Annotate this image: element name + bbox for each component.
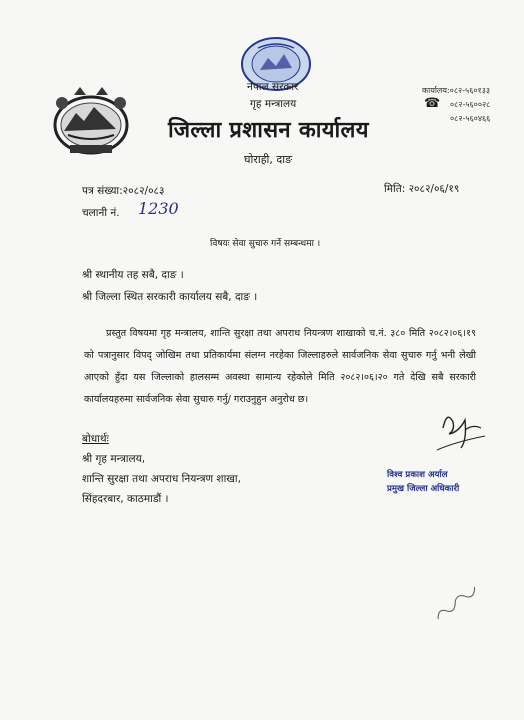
signature: [425, 400, 495, 460]
signer-title: प्रमुख जिल्ला अधिकारी: [387, 484, 460, 494]
office-title: जिल्ला प्रशासन कार्यालय: [168, 118, 369, 143]
letter-date: मिति: २०८२/०६/१९: [384, 183, 460, 195]
subject-line: विषयः सेवा सुचारु गर्ने सम्बन्धमा ।: [210, 239, 321, 249]
recipient-1: श्री स्थानीय तह सबै, दाङ ।: [82, 269, 184, 281]
signer-name: विश्व प्रकाश अर्याल: [387, 470, 448, 480]
phone-line: कार्यालय:०८२-५६०१३३: [422, 86, 491, 95]
reference-number: पत्र संख्या:२०८२/०८३: [82, 185, 165, 197]
phone-line: ०८२-५६०४६६: [450, 114, 491, 123]
phone-line: ०८२-५६००२८: [450, 100, 491, 109]
cc-item: सिंहदरबार, काठमाडौं ।: [82, 493, 169, 505]
cc-title: बोधार्थः: [82, 433, 109, 445]
ministry-name: गृह मन्त्रालय: [250, 98, 297, 110]
government-name: नेपाल सरकार: [247, 81, 299, 93]
chalani-label: चलानी नं.: [82, 207, 120, 219]
handwritten-date: [427, 578, 488, 627]
telephone-icon: ☎: [424, 96, 441, 111]
recipient-2: श्री जिल्ला स्थित सरकारी कार्यालय सबै, दाङ ।: [82, 291, 258, 303]
chalani-number: 1230: [138, 199, 179, 218]
nepal-emblem-icon: [50, 85, 132, 157]
cc-item: शान्ति सुरक्षा तथा अपराध नियन्त्रण शाखा,: [82, 473, 241, 485]
office-address: घोराही, दाङ: [244, 153, 293, 166]
letter-body: प्रस्तुत विषयमा गृह मन्त्रालय, शान्ति सुरक्षा तथा अपराध नियन्त्रण शाखाको च.नं. ३८० मिति २०८२।०६।१९ को पत्रानुसार विपद् जोखिम तथा प्रतिकार्यमा संलग्न नरहेका जिल्लाहरुले सार्वजनिक सेवा सुचारु गर्नु भनी लेखी आएको हुँदा यस जिल्लाको हालसम्म अवस्था सामान्य रहेकोले मिति २०८२।०६।२० गते देखि सबै सरकारी कार्यालयहरुमा सार्वजनिक सेवा सुचारु गर्नु/ गराउनुहुन अनुरोध छ।: [84, 328, 476, 405]
cc-item: श्री गृह मन्त्रालय,: [82, 453, 146, 465]
